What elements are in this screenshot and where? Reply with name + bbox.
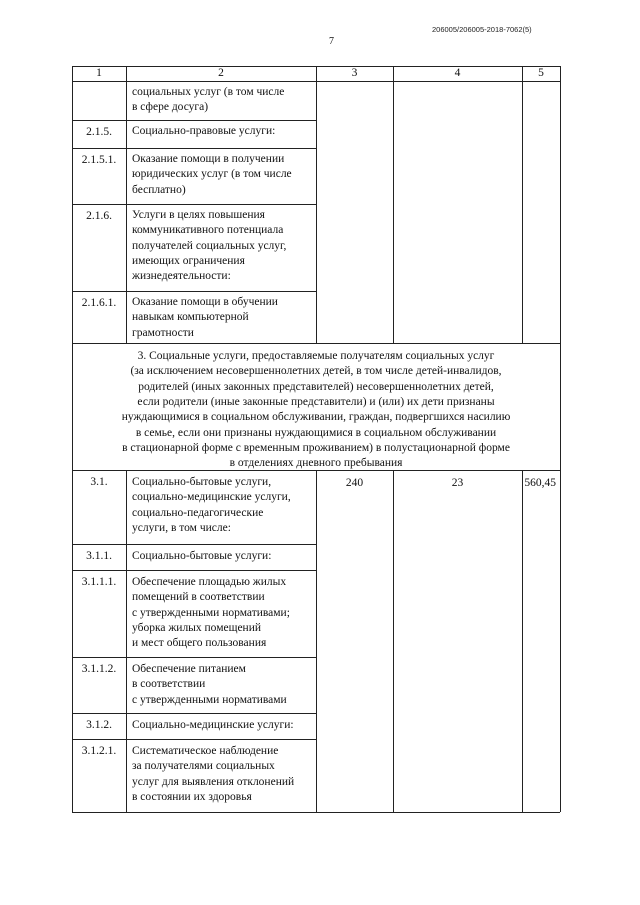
row-text-line: Социально-медицинские услуги:	[132, 719, 294, 731]
header-cell: 1	[96, 67, 102, 79]
table-bottom-border	[72, 812, 560, 813]
row-text-line: услуг для выявления отклонений	[132, 775, 295, 788]
row-text-line: и мест общего пользования	[132, 637, 267, 650]
row-code: 3.1.	[90, 476, 108, 488]
row-border	[72, 204, 316, 205]
row-text-line: в состоянии их здоровья	[132, 790, 252, 803]
row-border	[72, 120, 316, 121]
section-top-border	[72, 343, 560, 344]
value-col4: 23	[451, 477, 464, 489]
row-text-line: Оказание помощи в обучении	[132, 296, 278, 308]
row-text-line: получателей социальных услуг,	[132, 239, 287, 252]
header-cell: 3	[351, 67, 358, 79]
page-number: 7	[329, 36, 334, 47]
header-cell: 2	[218, 67, 224, 79]
row-border	[72, 570, 316, 571]
row-text-line: юридических услуг (в том числе	[132, 168, 292, 181]
row-text-line: Социально-бытовые услуги:	[132, 550, 272, 562]
row-text-line: Социально-бытовые услуги,	[132, 476, 272, 488]
row-code: 2.1.6.	[86, 210, 112, 222]
row-text-line: Социально-правовые услуги:	[132, 125, 276, 137]
column-rule	[522, 470, 523, 812]
column-rule	[393, 470, 394, 812]
header-cell: 4	[454, 67, 461, 79]
row-text-line: Систематическое наблюдение	[132, 745, 279, 757]
column-rule	[316, 470, 317, 812]
row-code: 3.1.2.	[86, 719, 112, 731]
row-text-line: за получателями социальных	[132, 760, 275, 773]
row-border	[72, 148, 316, 149]
row-text-line: помещений в соответствии	[132, 591, 265, 604]
section-title-line: в семье, если они признаны нуждающимися в социальном обслуживании	[135, 426, 497, 439]
row-text-line: грамотности	[132, 326, 194, 339]
section-left-border	[72, 343, 73, 470]
row-border	[72, 291, 316, 292]
column-rule	[126, 470, 127, 812]
row-border	[72, 544, 316, 545]
section-title-line: нуждающимися в социальном обслуживании, граждан, подвергшихся насилию	[121, 411, 511, 424]
row-code: 3.1.1.2.	[81, 663, 117, 675]
row-text-line: уборка жилых помещений	[132, 621, 262, 634]
row-border	[72, 657, 316, 658]
document-id: 206005/206005-2018-7062(5)	[432, 25, 532, 34]
row-text-line: Обеспечение площадью жилых	[132, 576, 287, 588]
section-right-border	[560, 343, 561, 470]
section-title-line: родителей (иных законных представителей) несовершеннолетних детей,	[138, 380, 494, 393]
row-code: 3.1.2.1.	[81, 745, 117, 757]
row-text-line: социальных услуг (в том числе	[132, 86, 285, 98]
value-col3: 240	[345, 477, 364, 489]
section-title-line: если родители (иные законные представители) и (или) их дети признаны	[137, 395, 495, 408]
section-title-line: в отделениях дневного пребывания	[229, 457, 403, 470]
column-rule	[72, 470, 73, 812]
column-rule	[72, 66, 73, 343]
row-code: 3.1.1.	[86, 550, 112, 562]
row-text-line: с утвержденными нормативами;	[132, 606, 290, 619]
column-rule	[316, 66, 317, 343]
row-code: 2.1.5.	[86, 126, 112, 138]
row-text-line: коммуникативного потенциала	[132, 224, 284, 237]
section-title-line: в стационарной форме с временным проживанием) в полустационарной форме	[122, 441, 510, 454]
column-rule	[560, 66, 561, 343]
row-text-line: Услуги в целях повышения	[132, 209, 265, 221]
row-text-line: навыкам компьютерной	[132, 311, 249, 324]
row-text-line: социально-педагогические	[132, 506, 264, 519]
column-rule	[560, 470, 561, 812]
row-text-line: в соответствии	[132, 678, 206, 691]
row-text-line: социально-медицинские услуги,	[132, 491, 291, 504]
column-rule	[126, 66, 127, 343]
row-text-line: жизнедеятельности:	[132, 270, 231, 283]
row-text-line: Оказание помощи в получении	[132, 153, 285, 165]
row-text-line: услуги, в том числе:	[132, 521, 231, 534]
row-text-line: бесплатно)	[132, 183, 186, 196]
header-cell: 5	[538, 67, 544, 79]
column-rule	[393, 66, 394, 343]
row-border	[72, 739, 316, 740]
column-rule	[522, 66, 523, 343]
row-code: 2.1.5.1.	[81, 154, 117, 166]
row-code: 2.1.6.1.	[81, 297, 117, 309]
row-text-line: в сфере досуга)	[132, 101, 209, 114]
row-code: 3.1.1.1.	[81, 576, 117, 588]
row-text-line: имеющих ограничения	[132, 254, 245, 267]
section-title-line: 3. Социальные услуги, предоставляемые получателям социальных услуг	[137, 350, 495, 362]
value-col5: 560,45	[524, 477, 556, 489]
row-text-line: с утвержденными нормативами	[132, 693, 287, 706]
row-text-line: Обеспечение питанием	[132, 663, 246, 675]
section-title-line: (за исключением несовершеннолетних детей, в том числе детей-инвалидов,	[130, 365, 502, 378]
row-border	[72, 713, 316, 714]
